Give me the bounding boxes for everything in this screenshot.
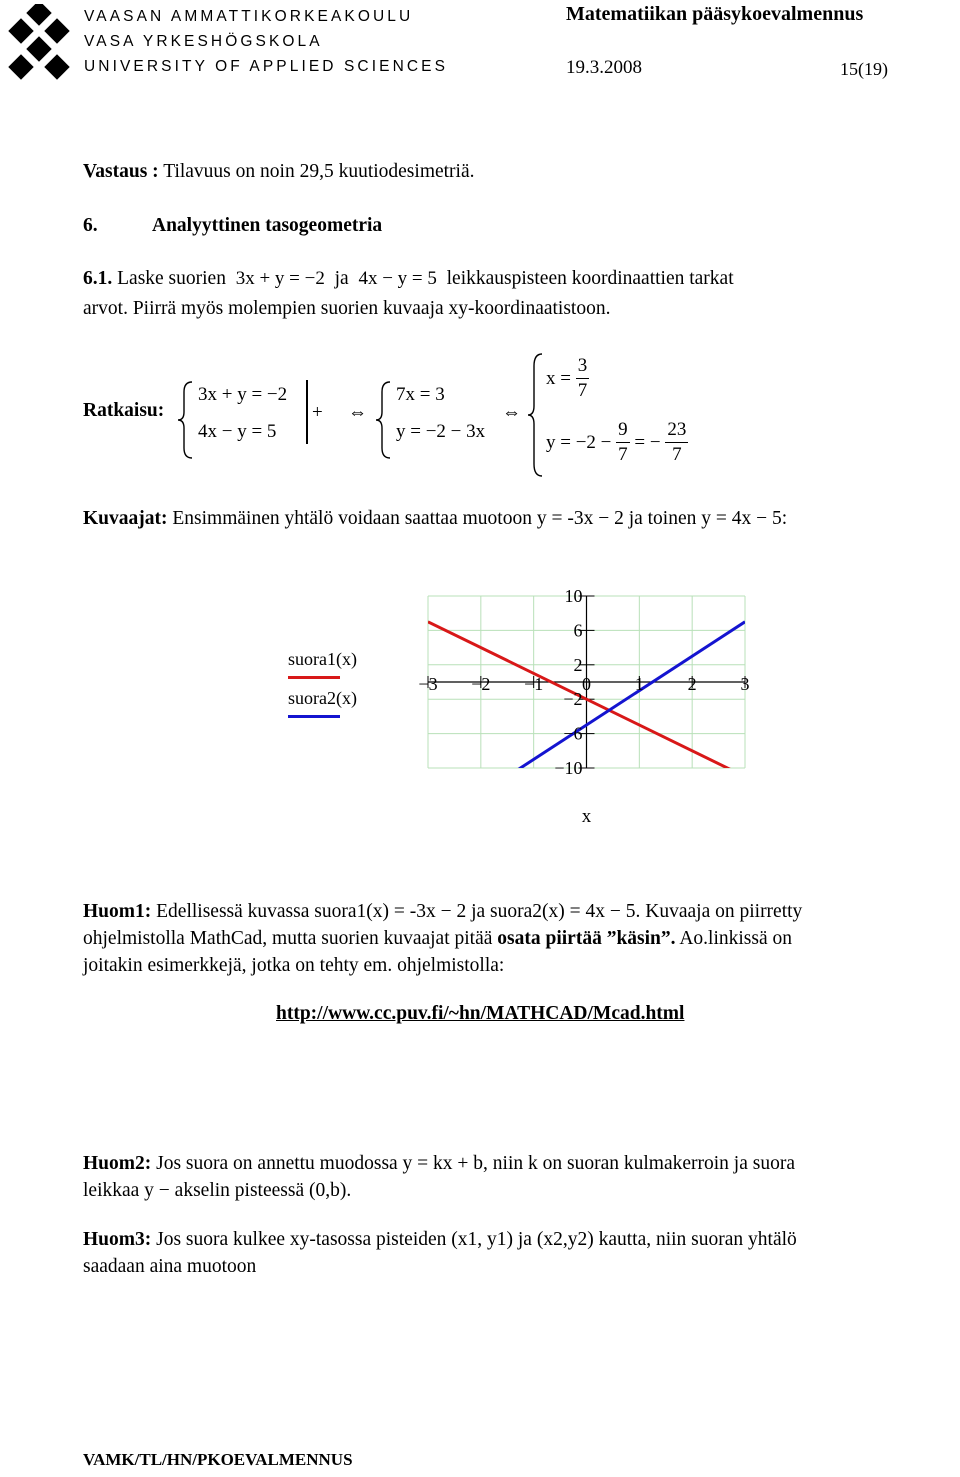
huom3-line-1 [83, 1229, 797, 1251]
fraction-x-numerator: 3 [576, 354, 590, 379]
x-tick-label: 0 [582, 674, 591, 694]
fraction-y-2-numerator: 23 [665, 418, 688, 443]
system1-bar [306, 380, 308, 444]
huom3-label: Huom3: [83, 1229, 152, 1250]
left-brace-2-icon [374, 380, 392, 460]
fraction-y-2-denominator: 7 [672, 444, 682, 465]
x-tick-label: −1 [524, 674, 544, 694]
y-tick-label: 2 [573, 654, 583, 675]
equivalence-arrow-1-icon: ⇔ [348, 402, 367, 423]
system1-eq-b: 4x − y = 5 [198, 421, 277, 442]
fraction-x-denominator: 7 [577, 380, 588, 401]
fraction-y-1-numerator: 9 [616, 418, 630, 443]
huom2-line-2: leikkaa y − akselin pisteessä (0,b). [83, 1180, 352, 1201]
solution-label: Ratkaisu: [83, 400, 165, 421]
left-brace-3-icon [526, 352, 544, 478]
y-tick-label: 6 [573, 620, 583, 641]
x-tick-label: 3 [740, 674, 750, 694]
huom1-line-3: joitakin esimerkkejä, jotka on tehty em. ohjelmistolla: [83, 955, 505, 976]
plus-sign: + [312, 402, 323, 423]
huom1-text-2a: ohjelmistolla MathCad, mutta suorien kuvaajat pitää [83, 928, 493, 949]
legend-swatch-suora2 [288, 715, 340, 718]
section-title: Analyyttinen tasogeometria [152, 215, 383, 236]
graphs-text: Ensimmäinen yhtälö voidaan saattaa muotoon y = -3x − 2 ja toinen y = 4x − 5: [172, 508, 788, 529]
answer-text: Tilavuus on noin 29,5 kuutiodesimetriä. [163, 161, 475, 182]
y-tick-label: 10 [564, 586, 583, 606]
x-tick-label: −3 [418, 674, 438, 694]
task-text-mid: ja [334, 268, 349, 289]
huom3-line-2: saadaan aina muotoon [83, 1256, 257, 1277]
school-logo-icon [4, 4, 82, 82]
huom1-text-1: Edellisessä kuvassa suora1(x) = -3x − 2 ja suora2(x) = 4x − 5. Kuvaaja on piirretty [156, 901, 803, 922]
equivalence-arrow-2-icon: ⇔ [502, 402, 521, 423]
task-line-2: arvot. Piirrä myös molempien suorien kuvaaja xy-koordinaatistoon. [83, 298, 611, 319]
document-date: 19.3.2008 [566, 57, 642, 78]
graphs-label: Kuvaajat: [83, 508, 168, 529]
logo-text-line-2: VASA YRKESHÖGSKOLA [84, 33, 323, 50]
answer-label: Vastaus : [83, 161, 159, 182]
task-number: 6.1. [83, 268, 113, 289]
legend-label-suora2: suora2(x) [288, 688, 357, 708]
fraction-x [576, 354, 590, 403]
huom2-text-1: Jos suora on annettu muodossa y = kx + b, niin k on suoran kulmakerroin ja suora [156, 1153, 795, 1174]
huom2-label: Huom2: [83, 1153, 152, 1174]
line-chart [395, 580, 775, 830]
footer-text: VAMK/TL/HN/PKOEVALMENNUS [83, 1450, 353, 1469]
fraction-y-1-denominator: 7 [618, 444, 628, 465]
section-number: 6. [83, 215, 98, 236]
solution-y-lhs: y = −2 − [546, 431, 612, 453]
x-tick-label: 1 [634, 674, 644, 694]
x-tick-label: 2 [687, 674, 697, 694]
graphs-line [83, 508, 787, 530]
task-line-1 [83, 268, 734, 290]
logo-text-line-3: UNIVERSITY OF APPLIED SCIENCES [84, 58, 449, 75]
solution-x [546, 354, 589, 403]
fraction-y-1 [616, 418, 630, 467]
huom2-line-1 [83, 1153, 795, 1175]
solution-y [546, 418, 688, 467]
task-text-pre: Laske suorien [117, 268, 226, 289]
answer-line [83, 161, 475, 183]
task-equation-1: 3x + y = −2 [235, 268, 325, 289]
page-number: 15(19) [840, 59, 888, 79]
huom1-line-1 [83, 901, 802, 923]
x-axis-label: x [581, 806, 592, 827]
y-tick-label: −6 [563, 723, 583, 744]
mathcad-link[interactable]: http://www.cc.puv.fi/~hn/MATHCAD/Mcad.html [276, 1003, 685, 1024]
y-tick-label: −10 [554, 758, 583, 778]
huom1-line-2 [83, 928, 792, 950]
x-tick-label: −2 [471, 674, 491, 694]
document-title: Matematiikan pääsykoevalmennus [566, 3, 864, 25]
logo-text-line-1: VAASAN AMMATTIKORKEAKOULU [84, 8, 414, 25]
y-tick-label: −2 [563, 689, 583, 710]
fraction-y-2 [665, 418, 688, 467]
huom1-label: Huom1: [83, 901, 152, 922]
left-brace-1-icon [176, 380, 194, 460]
legend-label-suora1: suora1(x) [288, 649, 357, 669]
legend-swatch-suora1 [288, 676, 340, 679]
huom1-text-2b: osata piirtää ”käsin”. [497, 928, 676, 949]
system2-eq-b: y = −2 − 3x [396, 421, 486, 442]
huom1-text-2c: Ao.linkissä on [679, 928, 792, 949]
solution-x-lhs: x = [546, 367, 571, 389]
task-equation-2: 4x − y = 5 [358, 268, 437, 289]
system1-eq-a: 3x + y = −2 [198, 384, 288, 405]
task-text-post: leikkauspisteen koordinaattien tarkat [446, 268, 734, 289]
huom3-text-1: Jos suora kulkee xy-tasossa pisteiden (x1, y1) ja (x2,y2) kautta, niin suoran yhtälö [156, 1229, 797, 1250]
system2-eq-a: 7x = 3 [396, 384, 445, 405]
solution-y-equals: = − [634, 431, 661, 453]
